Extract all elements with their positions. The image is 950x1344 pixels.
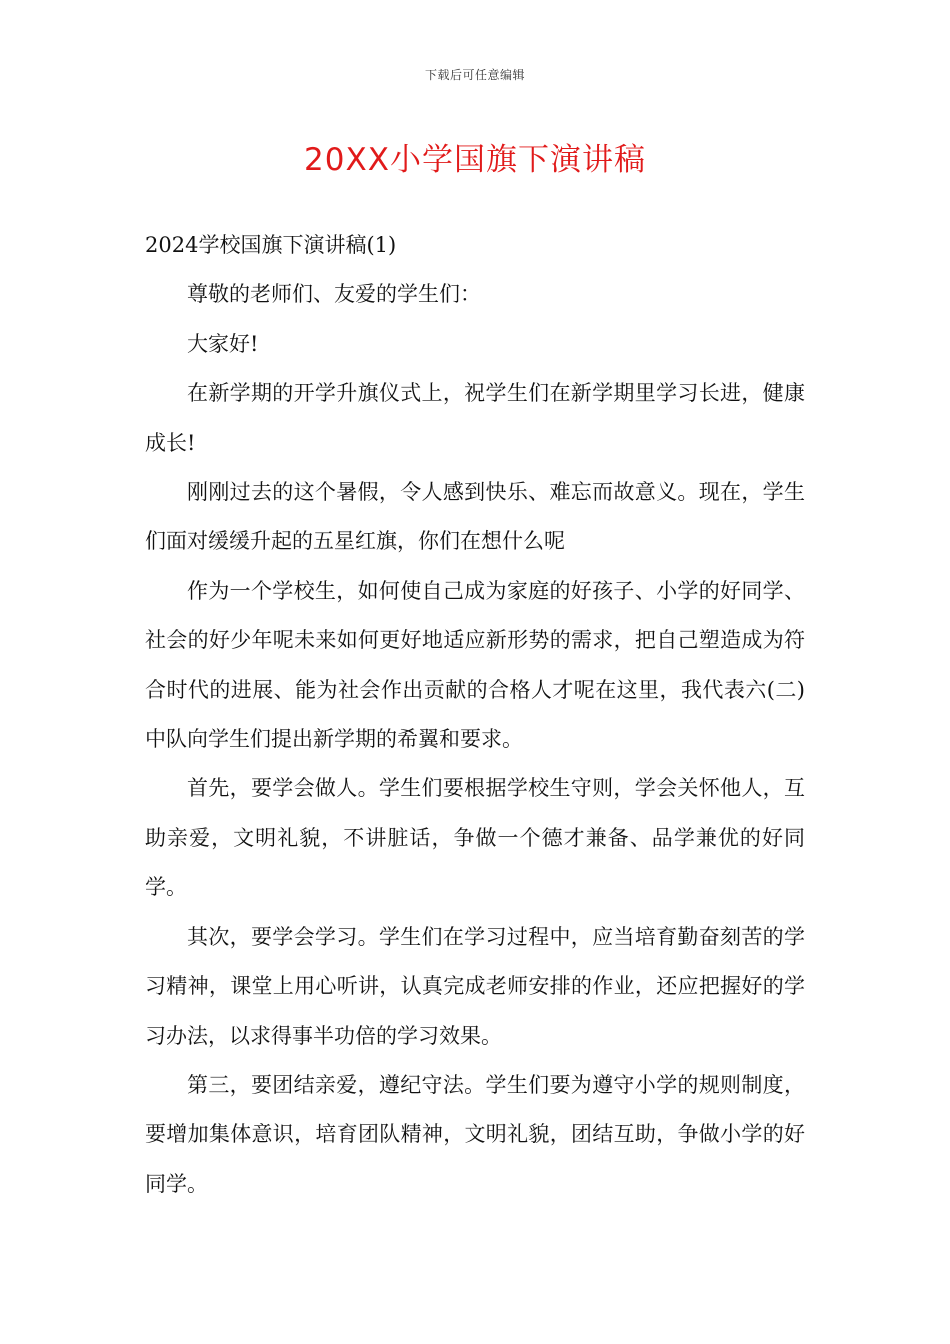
header-note: 下载后可任意编辑	[424, 68, 525, 82]
paragraph-goals: 作为一个学校生，如何使自己成为家庭的好孩子、小学的好同学、社会的好少年呢未来如何更好地适应新形势的需求，把自己塑造成为符合时代的进展、能为社会作出贡献的合格人才呢在这里，我代表六(二)中队向学生们提出新学期的希翼和要求。	[145, 578, 805, 752]
paragraph-second: 其次，要学会学习。学生们在学习过程中，应当培育勤奋刻苦的学习精神，课堂上用心听讲，认真完成老师安排的作业，还应把握好的学习办法，以求得事半功倍的学习效果。	[145, 924, 805, 1048]
document-title: 20XX小学国旗下演讲稿	[304, 142, 646, 178]
paragraph-summer: 刚刚过去的这个暑假，令人感到快乐、难忘而故意义。现在，学生们面对缓缓升起的五星红旗，你们在想什么呢	[145, 480, 805, 554]
document-subtitle: 2024学校国旗下演讲稿(1)	[145, 233, 397, 257]
paragraph-hello: 大家好!	[187, 331, 259, 356]
paragraph-greeting: 尊敬的老师们、友爱的学生们：	[187, 282, 481, 307]
paragraph-third: 第三，要团结亲爱，遵纪守法。学生们要为遵守小学的规则制度，要增加集体意识，培育团队精神，文明礼貌，团结互助，争做小学的好同学。	[145, 1072, 805, 1196]
paragraph-first: 首先，要学会做人。学生们要根据学校生守则，学会关怀他人，互助亲爱，文明礼貌，不讲脏话，争做一个德才兼备、品学兼优的好同学。	[145, 776, 805, 900]
document-body	[145, 221, 805, 1209]
paragraph-wishes: 在新学期的开学升旗仪式上，祝学生们在新学期里学习长进，健康成长!	[145, 381, 805, 455]
